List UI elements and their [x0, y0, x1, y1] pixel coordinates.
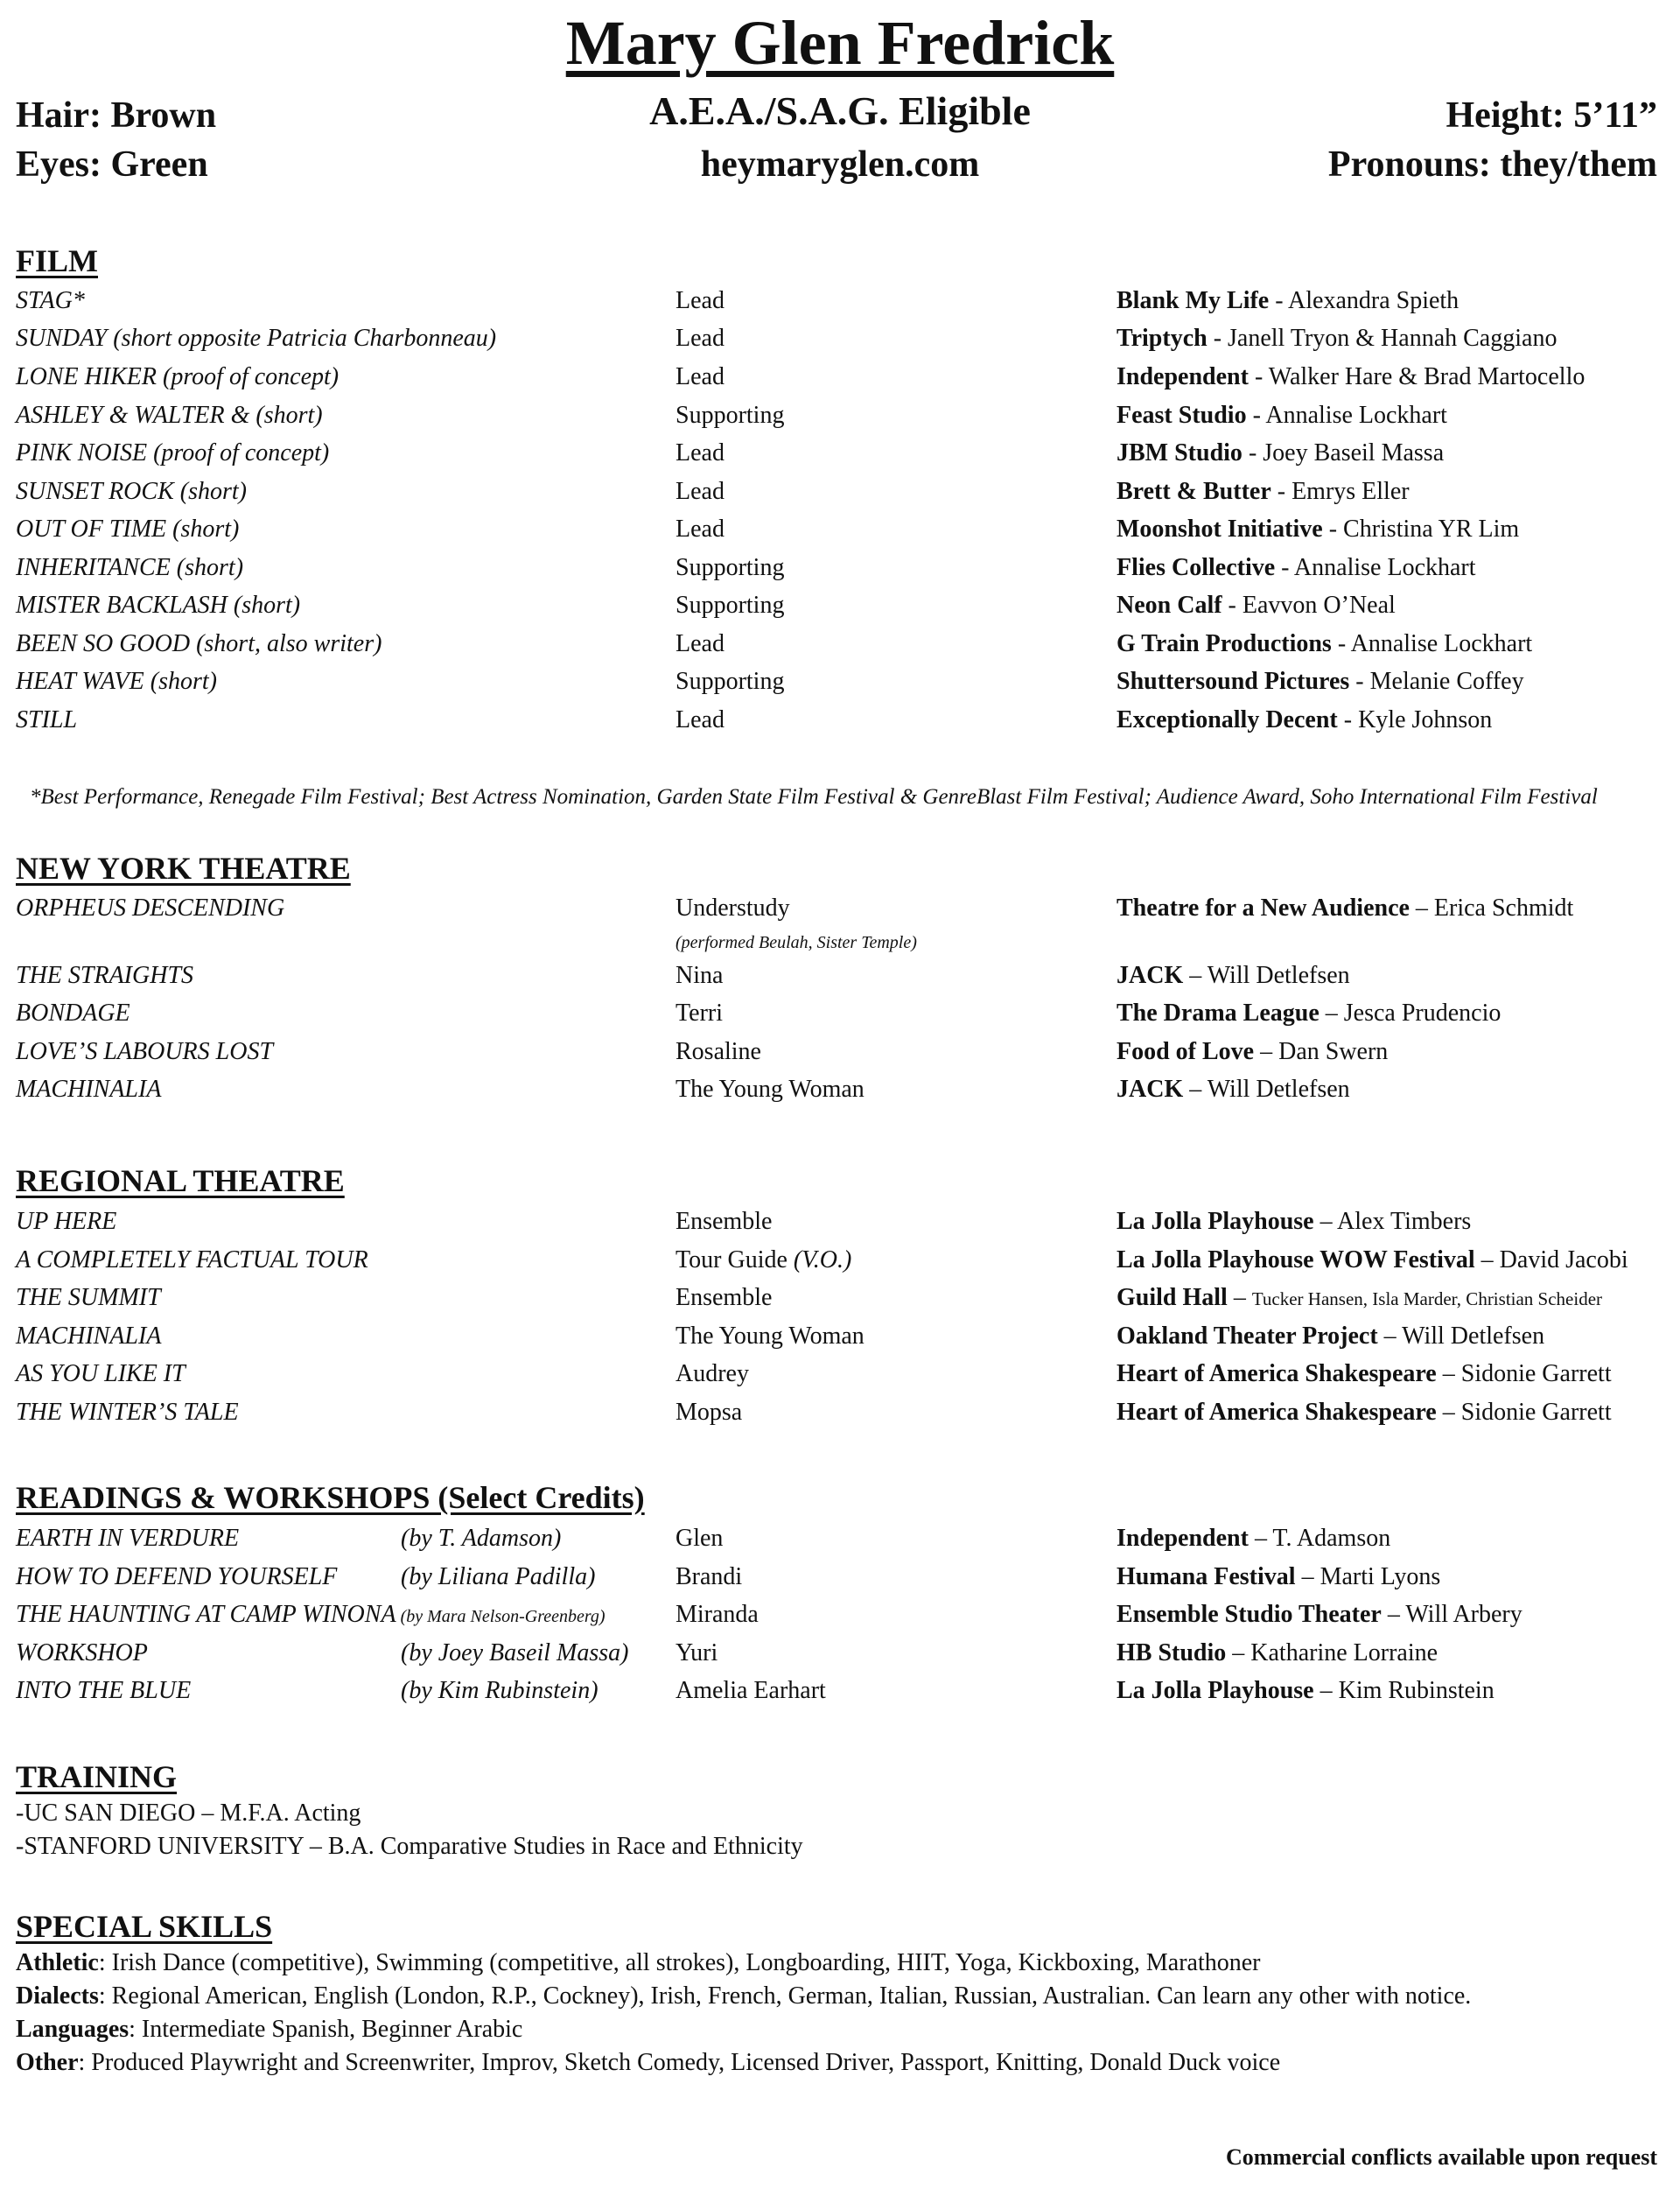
company-name: Theatre for a New Audience [1116, 895, 1410, 922]
film-heading: FILM [16, 243, 98, 278]
credit-writer: (by T. Adamson) [401, 1525, 562, 1552]
credit-title: A COMPLETELY FACTUAL TOUR [16, 1246, 368, 1273]
film-row [0, 668, 1680, 703]
credit-role: Supporting [676, 402, 785, 429]
role-name: Tour Guide [676, 1246, 788, 1273]
director-name: – T. Adamson [1248, 1525, 1391, 1552]
company-name: G Train Productions [1116, 630, 1332, 657]
regional-theatre-row [0, 1323, 1680, 1358]
director-name: Tucker Hansen, Isla Marder, Christian Scheider [1251, 1288, 1603, 1309]
director-name: – Will Detlefsen [1183, 962, 1350, 989]
company-name: La Jolla Playhouse WOW Festival [1116, 1246, 1475, 1273]
credit-role: Miranda [676, 1601, 759, 1628]
credit-company [1116, 1323, 1544, 1351]
training-heading: TRAINING [16, 1759, 178, 1794]
credit-title: THE WINTER’S TALE [16, 1399, 239, 1426]
company-name: Moonshot Initiative [1116, 516, 1323, 543]
film-row [0, 516, 1680, 551]
company-name: Shuttersound Pictures [1116, 668, 1350, 695]
company-name: Heart of America Shakespeare [1116, 1399, 1437, 1426]
credit-title: SUNSET ROCK (short) [16, 478, 247, 505]
credit-title: BEEN SO GOOD (short, also writer) [16, 630, 382, 657]
company-name: JBM Studio [1116, 439, 1242, 467]
credit-role: The Young Woman [676, 1076, 864, 1103]
credit-title: AS YOU LIKE IT [16, 1360, 186, 1387]
film-row [0, 706, 1680, 741]
credit-company [1116, 1246, 1628, 1274]
credit-role: Yuri [676, 1639, 718, 1666]
credit-role: Mopsa [676, 1399, 743, 1426]
role-note: (V.O.) [787, 1246, 852, 1273]
credit-writer: (by Joey Baseil Massa) [401, 1639, 629, 1666]
skill-languages [16, 2016, 522, 2044]
credit-title: EARTH IN VERDURE [16, 1525, 240, 1552]
credit-role: Supporting [676, 554, 785, 581]
credit-title: LOVE’S LABOURS LOST [16, 1038, 274, 1065]
credit-role: Understudy [676, 895, 790, 922]
credit-role: Nina [676, 962, 724, 989]
company-name: Neon Calf [1116, 592, 1222, 619]
ny-theatre-row [0, 895, 1680, 930]
credit-company [1116, 1038, 1388, 1066]
credit-company [1116, 1208, 1471, 1236]
training-item: -STANFORD UNIVERSITY – B.A. Comparative Studies in Race and Ethnicity [16, 1833, 803, 1860]
ny-theatre-row [0, 1000, 1680, 1035]
film-row [0, 287, 1680, 322]
credit-company [1116, 1563, 1440, 1591]
credit-role: Ensemble [676, 1208, 773, 1235]
reading-row [0, 1677, 1680, 1712]
ny-theatre-row [0, 1076, 1680, 1111]
company-name: Heart of America Shakespeare [1116, 1360, 1437, 1387]
credit-company [1116, 1601, 1522, 1629]
company-name: Feast Studio [1116, 402, 1247, 429]
director-name: – Sidonie Garrett [1436, 1360, 1612, 1387]
regional-theatre-row [0, 1246, 1680, 1281]
film-row [0, 439, 1680, 474]
ny-theatre-heading: NEW YORK THEATRE [16, 851, 351, 886]
credit-company [1116, 402, 1447, 430]
credit-role: Lead [676, 439, 724, 467]
director-name: – Jesca Prudencio [1319, 1000, 1502, 1027]
credit-role [676, 1246, 851, 1274]
company-name: JACK [1116, 1076, 1184, 1103]
company-name: Independent [1116, 1525, 1249, 1552]
reading-row [0, 1601, 1680, 1636]
company-name: Ensemble Studio Theater [1116, 1601, 1382, 1628]
credit-title: ORPHEUS DESCENDING [16, 895, 285, 922]
film-row [0, 630, 1680, 665]
training-item: -UC SAN DIEGO – M.F.A. Acting [16, 1800, 361, 1827]
credit-title [16, 1601, 606, 1629]
credit-company [1116, 706, 1492, 734]
film-row [0, 478, 1680, 513]
credit-role: The Young Woman [676, 1323, 864, 1350]
credit-role: Lead [676, 630, 724, 657]
credit-company [1116, 1677, 1494, 1705]
credit-title: LONE HIKER (proof of concept) [16, 363, 340, 390]
credit-title: THE SUMMIT [16, 1284, 161, 1311]
credit-title: INTO THE BLUE [16, 1677, 192, 1704]
credit-title: SUNDAY (short opposite Patricia Charbonneau) [16, 325, 497, 352]
credit-role: Lead [676, 325, 724, 352]
director-name: – Kim Rubinstein [1313, 1677, 1494, 1704]
regional-theatre-row [0, 1284, 1680, 1319]
company-name: Triptych [1116, 325, 1208, 352]
director-name: – Katharine Lorraine [1226, 1639, 1438, 1666]
director-name: – Will Arbery [1381, 1601, 1522, 1628]
union-status: A.E.A./S.A.G. Eligible [649, 88, 1031, 133]
company-name: HB Studio [1116, 1639, 1227, 1666]
role-note: (performed Beulah, Sister Temple) [676, 933, 917, 952]
director-name: – David Jacobi [1474, 1246, 1628, 1273]
skill-dialects [16, 1982, 1471, 2010]
film-row [0, 402, 1680, 437]
credit-title: MISTER BACKLASH (short) [16, 592, 301, 619]
company-name: Brett & Butter [1116, 478, 1271, 505]
credit-role: Amelia Earhart [676, 1677, 826, 1704]
credit-role: Terri [676, 1000, 724, 1027]
company-name: Guild Hall [1116, 1284, 1228, 1311]
credit-role: Glen [676, 1525, 724, 1552]
director-dash: – [1227, 1284, 1252, 1311]
credit-role: Lead [676, 478, 724, 505]
credit-role: Lead [676, 516, 724, 543]
credit-title: HEAT WAVE (short) [16, 668, 217, 695]
credit-role: Ensemble [676, 1284, 773, 1311]
credit-title: OUT OF TIME (short) [16, 516, 240, 543]
credit-title: ASHLEY & WALTER & (short) [16, 402, 323, 429]
credit-company [1116, 1360, 1612, 1388]
skill-athletic [16, 1949, 1261, 1977]
credit-title: MACHINALIA [16, 1076, 162, 1103]
company-name: La Jolla Playhouse [1116, 1677, 1314, 1704]
credit-title: PINK NOISE (proof of concept) [16, 439, 330, 467]
film-row [0, 592, 1680, 627]
director-name: - Annalise Lockhart [1246, 402, 1447, 429]
credit-company [1116, 630, 1532, 658]
director-name: - Christina YR Lim [1322, 516, 1520, 543]
credit-role: Audrey [676, 1360, 749, 1387]
commercial-conflicts-note: Commercial conflicts available upon request [1225, 2144, 1657, 2170]
film-awards-footnote: *Best Performance, Renegade Film Festival; Best Actress Nomination, Garden State Film Festival & GenreBlast Film Festival; Audience Award, Soho International Film Festival [30, 785, 1598, 809]
credit-title: MACHINALIA [16, 1323, 162, 1350]
ny-theatre-row [0, 1038, 1680, 1073]
credit-writer: (by Kim Rubinstein) [401, 1677, 598, 1704]
reading-row [0, 1639, 1680, 1674]
company-name: Blank My Life [1116, 287, 1270, 314]
skill-label: Other [16, 2049, 79, 2076]
company-name: JACK [1116, 962, 1184, 989]
director-name: – Alex Timbers [1313, 1208, 1472, 1235]
company-name: La Jolla Playhouse [1116, 1208, 1314, 1235]
reading-row [0, 1525, 1680, 1560]
credit-company [1116, 1284, 1602, 1312]
reading-row [0, 1563, 1680, 1598]
regional-theatre-row [0, 1399, 1680, 1434]
credit-company [1116, 962, 1350, 990]
director-name: - Joey Baseil Massa [1242, 439, 1445, 467]
credit-writer: (by Mara Nelson-Greenberg) [396, 1607, 606, 1626]
director-name: - Annalise Lockhart [1331, 630, 1533, 657]
credit-title: INHERITANCE (short) [16, 554, 244, 581]
company-name: Food of Love [1116, 1038, 1255, 1065]
pronouns: Pronouns: they/them [1327, 144, 1657, 185]
director-name: - Annalise Lockhart [1275, 554, 1476, 581]
credit-title: HOW TO DEFEND YOURSELF [16, 1563, 338, 1590]
website-link[interactable]: heymaryglen.com [700, 144, 980, 185]
credit-role: Lead [676, 706, 724, 733]
skill-label: Athletic [16, 1949, 99, 1976]
credit-title: STAG* [16, 287, 85, 314]
director-name: – Erica Schmidt [1409, 895, 1574, 922]
credit-role: Lead [676, 287, 724, 314]
skill-text: : Irish Dance (competitive), Swimming (competitive, all strokes), Longboarding, HIIT, Yoga, Kickboxing, Marathoner [98, 1949, 1261, 1976]
credit-company [1116, 287, 1459, 315]
title-text: THE HAUNTING AT CAMP WINONA [16, 1601, 396, 1628]
director-name: - Emrys Eller [1270, 478, 1410, 505]
credit-title: UP HERE [16, 1208, 117, 1235]
company-name: Oakland Theater Project [1116, 1323, 1378, 1350]
director-name: - Eavvon O’Neal [1222, 592, 1396, 619]
director-name: – Dan Swern [1254, 1038, 1389, 1065]
credit-title: WORKSHOP [16, 1639, 148, 1666]
film-row [0, 363, 1680, 398]
company-name: Independent [1116, 363, 1249, 390]
company-name: Flies Collective [1116, 554, 1276, 581]
credit-company [1116, 1639, 1438, 1667]
credit-company [1116, 554, 1476, 582]
skill-text: : Intermediate Spanish, Beginner Arabic [129, 2016, 523, 2043]
credit-company [1116, 668, 1524, 696]
credit-company [1116, 325, 1557, 353]
company-name: The Drama League [1116, 1000, 1320, 1027]
credit-company [1116, 439, 1444, 467]
film-row [0, 325, 1680, 360]
credit-title: BONDAGE [16, 1000, 130, 1027]
company-name: Humana Festival [1116, 1563, 1296, 1590]
credit-company [1116, 1076, 1350, 1104]
regional-theatre-row [0, 1360, 1680, 1395]
skill-other [16, 2049, 1280, 2077]
special-skills-heading: SPECIAL SKILLS [16, 1909, 273, 1944]
credit-title: THE STRAIGHTS [16, 962, 194, 989]
credit-writer: (by Liliana Padilla) [401, 1563, 596, 1590]
eye-color: Eyes: Green [16, 144, 208, 185]
director-name: – Will Detlefsen [1183, 1076, 1350, 1103]
director-name: – Marti Lyons [1295, 1563, 1441, 1590]
credit-title: STILL [16, 706, 78, 733]
credit-company [1116, 516, 1519, 544]
skill-label: Dialects [16, 1982, 99, 2010]
credit-company [1116, 895, 1573, 923]
director-name: - Melanie Coffey [1349, 668, 1524, 695]
credit-company [1116, 1525, 1390, 1553]
director-name: - Janell Tryon & Hannah Caggiano [1207, 325, 1558, 352]
credit-company [1116, 592, 1396, 620]
film-row [0, 554, 1680, 589]
director-name: – Will Detlefsen [1377, 1323, 1545, 1350]
skill-text: : Produced Playwright and Screenwriter, Improv, Sketch Comedy, Licensed Driver, Passport, Knitting, Donald Duck voice [78, 2049, 1281, 2076]
regional-theatre-heading: REGIONAL THEATRE [16, 1163, 345, 1198]
credit-role: Lead [676, 363, 724, 390]
credit-company [1116, 1399, 1612, 1427]
credit-role: Supporting [676, 592, 785, 619]
height: Height: 5’11” [1446, 95, 1657, 136]
readings-heading: READINGS & WORKSHOPS (Select Credits) [16, 1480, 645, 1515]
skill-text: : Regional American, English (London, R.P., Cockney), Irish, French, German, Italian, Russian, Australian. Can learn any other with notice. [98, 1982, 1472, 2010]
credit-role: Rosaline [676, 1038, 761, 1065]
resume-name: Mary Glen Fredrick [565, 8, 1115, 78]
director-name: – Sidonie Garrett [1436, 1399, 1612, 1426]
director-name: - Alexandra Spieth [1269, 287, 1460, 314]
regional-theatre-row [0, 1208, 1680, 1243]
director-name: - Walker Hare & Brad Martocello [1248, 363, 1586, 390]
credit-role: Brandi [676, 1563, 743, 1590]
credit-company [1116, 1000, 1501, 1028]
skill-label: Languages [16, 2016, 130, 2043]
credit-role: Supporting [676, 668, 785, 695]
company-name: Exceptionally Decent [1116, 706, 1338, 733]
credit-company [1116, 363, 1585, 391]
director-name: - Kyle Johnson [1337, 706, 1493, 733]
ny-theatre-row [0, 962, 1680, 997]
hair-color: Hair: Brown [16, 95, 217, 136]
credit-company [1116, 478, 1410, 506]
